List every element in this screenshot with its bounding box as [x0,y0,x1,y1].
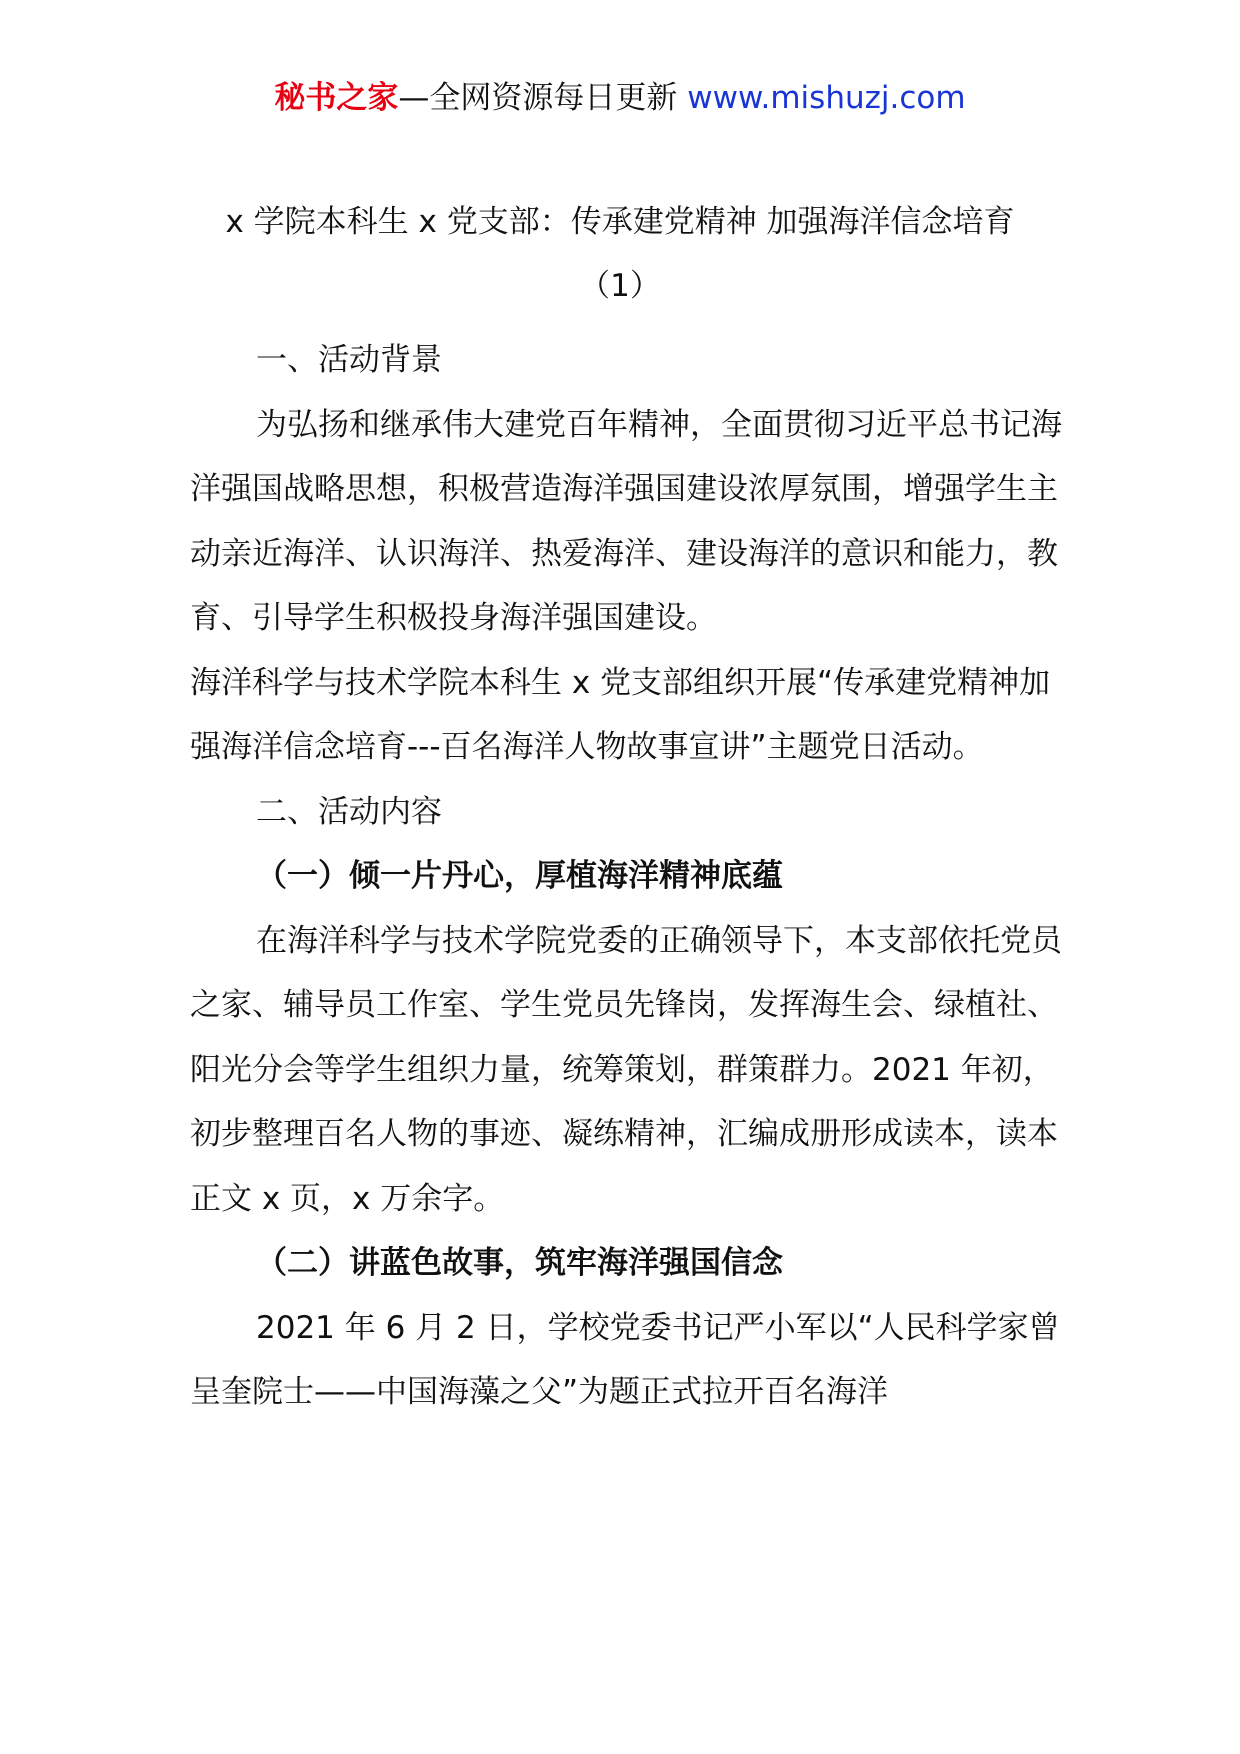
paragraph-subheading-two: 2021 年 6 月 2 日，学校党委书记严小军以“人民科学家曾呈奎院士——中国海藻之父”为题正式拉开百名海洋 [190,1309,1060,1410]
subheading-one: （一）倾一片丹心，厚植海洋精神底蕴 [256,858,783,894]
subheading-two: （二）讲蓝色故事，筑牢海洋强国信念 [256,1245,783,1281]
section-heading-background: 一、活动背景 [256,342,442,378]
document-body [190,328,1070,1425]
paragraph-background: 为弘扬和继承伟大建党百年精神，全面贯彻习近平总书记海洋强国战略思想，积极营造海洋强国建设浓厚氛围，增强学生主动亲近海洋、认识海洋、热爱海洋、建设海洋的意识和能力，教育、引导学生积极投身海洋强国建设。 [190,406,1062,636]
paragraph-subheading-one: 在海洋科学与技术学院党委的正确领导下，本支部依托党员之家、辅导员工作室、学生党员先锋岗，发挥海生会、绿植社、阳光分会等学生组织力量，统筹策划，群策群力。2021 年初，初步整理百名人物的事迹、凝练精神，汇编成册形成读本，读本正文 x 页，x 万余字。 [190,922,1062,1217]
paragraph-activity-intro: 海洋科学与技术学院本科生 x 党支部组织开展“传承建党精神加强海洋信念培育---百名海洋人物故事宣讲”主题党日活动。 [190,664,1051,765]
site-brand: 秘书之家 [274,80,399,116]
site-header [0,78,1240,118]
site-tagline: —全网资源每日更新 [398,80,678,116]
section-heading-content: 二、活动内容 [256,793,442,830]
document-title-number: （1） [579,268,661,304]
document-title [0,190,1240,318]
site-url-link[interactable]: www.mishuzj.com [687,80,966,116]
document-title-line1: x 学院本科生 x 党支部：传承建党精神 加强海洋信念培育 [225,204,1015,240]
